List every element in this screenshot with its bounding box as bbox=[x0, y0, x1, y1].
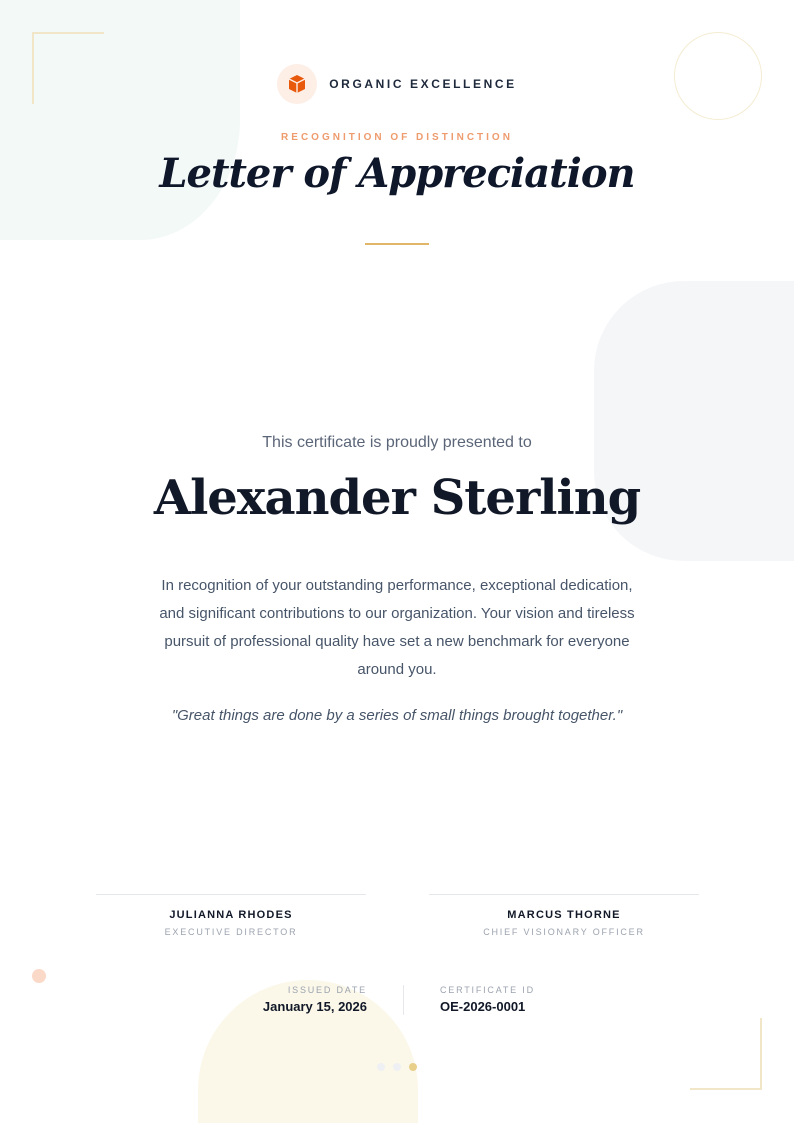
meta-separator bbox=[403, 985, 404, 1015]
certificate-id-label: CERTIFICATE ID bbox=[440, 985, 535, 995]
issued-date-value: January 15, 2026 bbox=[262, 999, 367, 1014]
certificate-id bbox=[440, 985, 640, 1014]
divider bbox=[365, 243, 429, 245]
recipient-name: Alexander Sterling bbox=[153, 470, 641, 526]
issued-date-label: ISSUED DATE bbox=[287, 985, 367, 995]
cube-icon bbox=[277, 64, 317, 104]
decorative-dots bbox=[377, 1063, 417, 1071]
kicker: RECOGNITION OF DISTINCTION bbox=[281, 132, 513, 143]
signature-block-1 bbox=[96, 894, 366, 937]
signer-role: CHIEF VISIONARY OFFICER bbox=[483, 927, 645, 937]
issued-date bbox=[204, 985, 367, 1014]
body-text: In recognition of your outstanding performance, exceptional dedication, and significant contributions to our organization. Your vision and tireless pursuit of professional quality have set a new benchmark for everyone around you. bbox=[159, 577, 635, 678]
signer-role: EXECUTIVE DIRECTOR bbox=[164, 927, 298, 937]
certificate-id-value: OE-2026-0001 bbox=[440, 999, 526, 1014]
dot-active bbox=[409, 1063, 417, 1071]
decorative-dot bbox=[32, 969, 46, 983]
dot bbox=[393, 1063, 401, 1071]
signature-block-2 bbox=[429, 894, 699, 937]
presented-to-text: This certificate is proudly presented to bbox=[262, 434, 532, 451]
dot bbox=[377, 1063, 385, 1071]
brand-name: ORGANIC EXCELLENCE bbox=[329, 77, 517, 91]
corner-ornament-bottom-right bbox=[690, 1018, 762, 1090]
certificate-title: Letter of Appreciation bbox=[159, 150, 635, 197]
signer-name: JULIANNA RHODES bbox=[169, 909, 293, 921]
brand-header bbox=[0, 64, 794, 104]
signer-name: MARCUS THORNE bbox=[507, 909, 621, 921]
quote: "Great things are done by a series of small things brought together." bbox=[171, 707, 623, 724]
